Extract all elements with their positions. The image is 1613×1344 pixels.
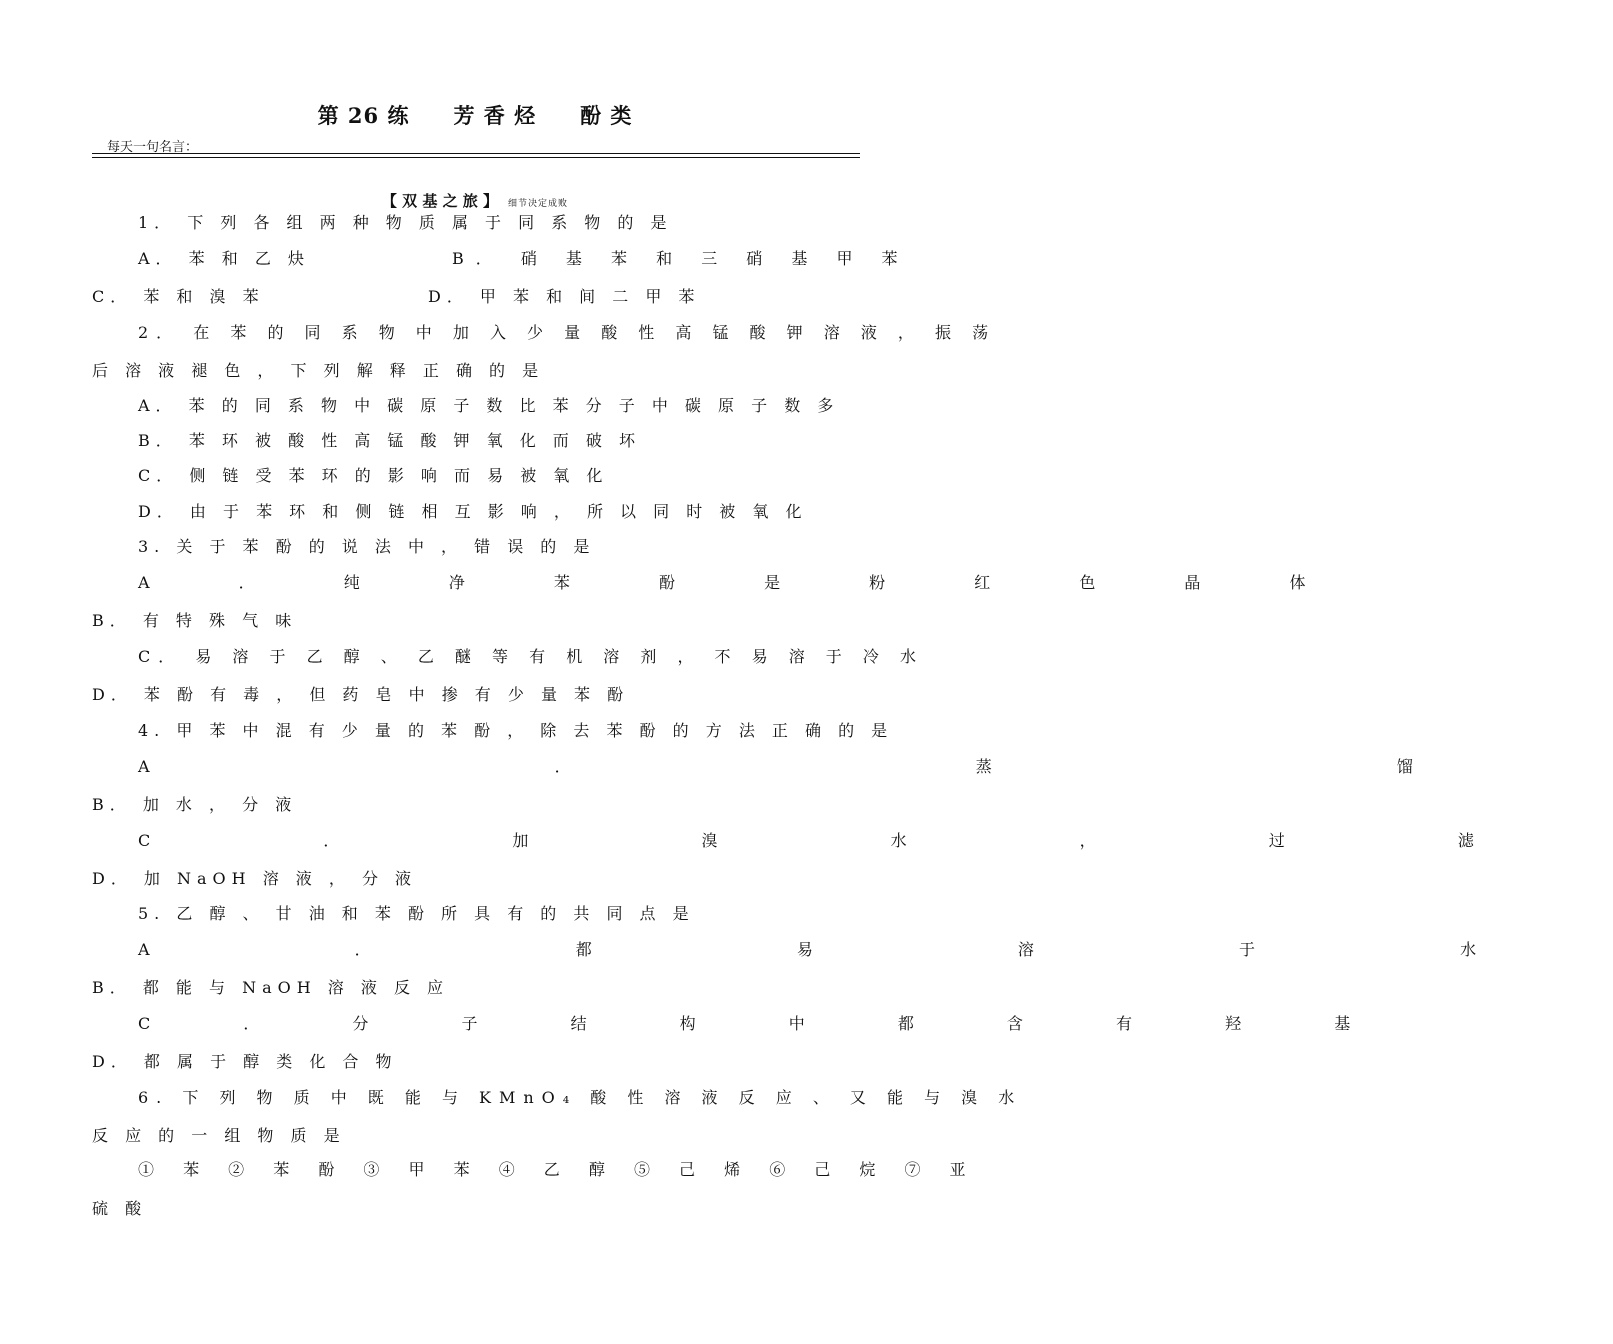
- question-4: 4. 甲 苯 中 混 有 少 量 的 苯 酚 ， 除 去 苯 酚 的 方 法 正 确 的 是: [138, 721, 894, 740]
- question-1: 1． 下 列 各 组 两 种 物 质 属 于 同 系 物 的 是: [138, 213, 673, 232]
- q4-option-b: B． 加 水 ， 分 液: [92, 795, 298, 814]
- q5-option-c: C ． 分 子 结 构 中 都 含 有 羟 基: [138, 1014, 1395, 1033]
- q1-option-b: B． 硝 基 苯 和 三 硝 基 甲 苯: [452, 249, 910, 268]
- q2-option-a: A． 苯 的 同 系 物 中 碳 原 子 数 比 苯 分 子 中 碳 原 子 数 多: [138, 396, 840, 415]
- q6-substance-list-cont: 硫 酸: [92, 1199, 148, 1218]
- question-6-cont: 反 应 的 一 组 物 质 是: [92, 1126, 346, 1145]
- daily-motto-label: 每天一句名言：: [107, 140, 199, 155]
- q5-option-d: D． 都 属 于 醇 类 化 合 物: [92, 1052, 398, 1071]
- question-2-cont: 后 溶 液 褪 色 ， 下 列 解 释 正 确 的 是: [92, 361, 545, 380]
- q1-option-c: C． 苯 和 溴 苯: [92, 287, 265, 306]
- q5-option-b: B． 都 能 与 NaOH 溶 液 反 应: [92, 978, 450, 997]
- q3-option-b: B． 有 特 殊 气 味: [92, 611, 298, 630]
- page-title: 第 26 练 芳 香 烃 酚 类: [317, 103, 633, 128]
- q6-substance-list: ① 苯 ② 苯 酚 ③ 甲 苯 ④ 乙 醇 ⑤ 己 烯 ⑥ 己 烷 ⑦ 亚: [138, 1160, 978, 1179]
- q3-option-a: A ． 纯 净 苯 酚 是 粉 红 色 晶 体: [138, 573, 1348, 592]
- question-5: 5. 乙 醇 、 甘 油 和 苯 酚 所 具 有 的 共 同 点 是: [138, 904, 695, 923]
- q2-option-b: B． 苯 环 被 酸 性 高 锰 酸 钾 氧 化 而 破 坏: [138, 431, 641, 450]
- q4-option-d: D． 加 NaOH 溶 液 ， 分 液: [92, 869, 418, 888]
- q2-option-c: C． 侧 链 受 苯 环 的 影 响 而 易 被 氧 化: [138, 466, 609, 485]
- header-divider-thin: [92, 157, 860, 158]
- section-heading: [0, 190, 950, 211]
- q4-option-a: A ． 蒸 馏: [138, 757, 1613, 776]
- q4-option-c: C ． 加 溴 水 ， 过 滤: [138, 831, 1558, 850]
- q2-option-d: D． 由 于 苯 环 和 侧 链 相 互 影 响 ， 所 以 同 时 被 氧 化: [138, 502, 808, 521]
- section-title: 【 双 基 之 旅 】: [381, 192, 499, 210]
- section-subtitle: 细节决定成败: [508, 199, 569, 209]
- q3-option-d: D． 苯 酚 有 毒 ， 但 药 皂 中 掺 有 少 量 苯 酚: [92, 685, 630, 704]
- question-3: 3. 关 于 苯 酚 的 说 法 中 ， 错 误 的 是: [138, 537, 596, 556]
- question-2: 2． 在 苯 的 同 系 物 中 加 入 少 量 酸 性 高 锰 酸 钾 溶 液 ， 振 荡: [138, 323, 997, 342]
- q1-option-d: D． 甲 苯 和 间 二 甲 苯: [428, 287, 701, 306]
- question-6: 6. 下 列 物 质 中 既 能 与 KMnO₄ 酸 性 溶 液 反 应 、 又 能 与 溴 水: [138, 1088, 1023, 1107]
- header-divider: [92, 153, 860, 154]
- q1-option-a: A． 苯 和 乙 炔: [138, 249, 310, 268]
- q3-option-c: C． 易 溶 于 乙 醇 、 乙 醚 等 有 机 溶 剂 ， 不 易 溶 于 冷 水: [138, 647, 924, 666]
- q5-option-a: A ． 都 易 溶 于 水: [138, 940, 1577, 959]
